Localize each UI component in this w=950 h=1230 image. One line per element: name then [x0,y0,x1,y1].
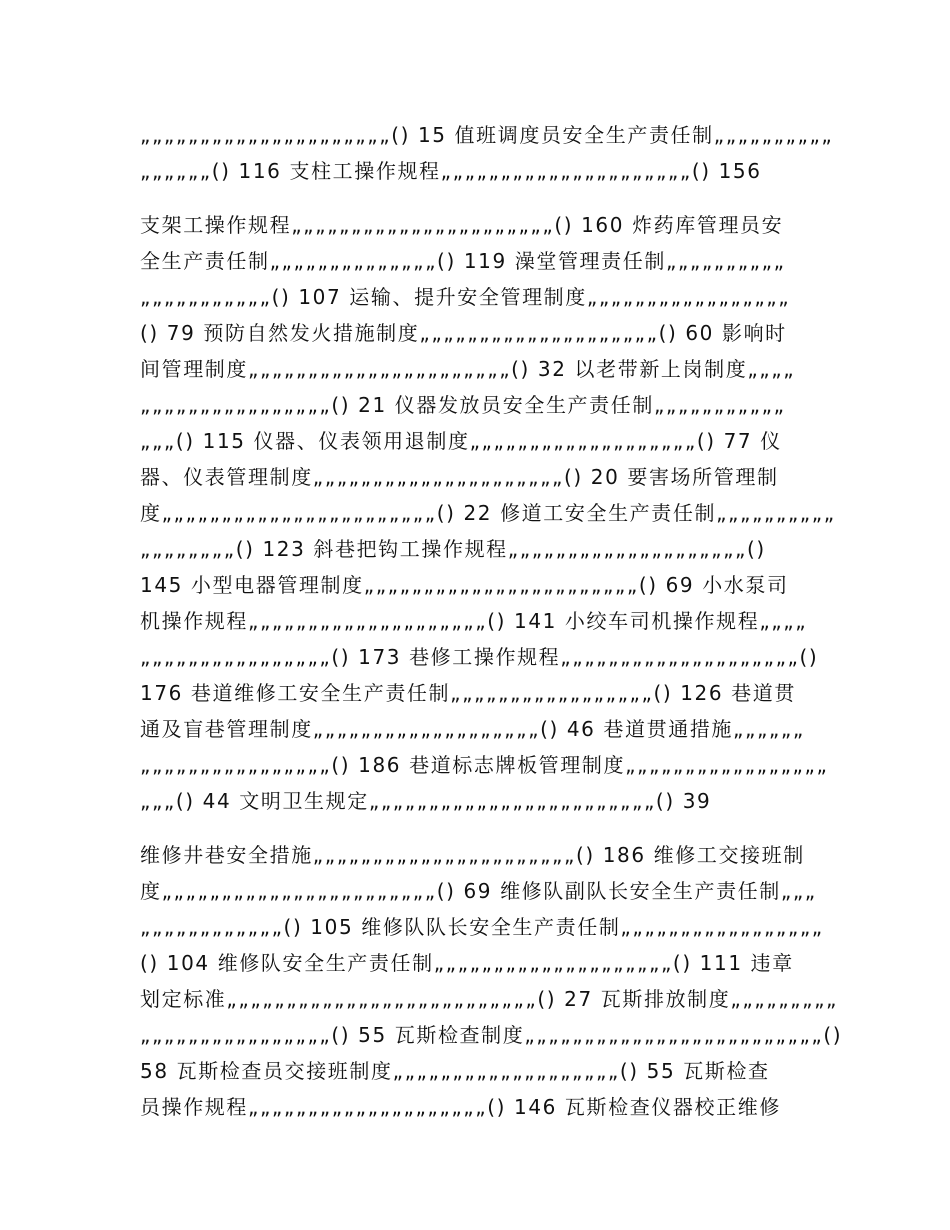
toc-line: „„„„„„„„() 123 斜巷把钩工操作规程„„„„„„„„„„„„„„„„„„„„() [140,537,766,561]
toc-line: „„„() 44 文明卫生规定„„„„„„„„„„„„„„„„„„„„„„„„() 39 [140,789,712,813]
toc-line: „„„„„„„„„„„„() 105 维修队队长安全生产责任制„„„„„„„„„„„„„„„„„ [140,915,824,939]
toc-line: „„„„„„„„„„„„„„„„() 21 仪器发放员安全生产责任制„„„„„„„„„„„ [140,393,786,417]
toc-line: 度„„„„„„„„„„„„„„„„„„„„„„„() 22 修道工安全生产责任制„„„„„„„„„„ [140,501,836,525]
toc-line: 维修井巷安全措施„„„„„„„„„„„„„„„„„„„„„„() 186 维修工交接班制 [140,843,805,867]
toc-line: 度„„„„„„„„„„„„„„„„„„„„„„„() 69 维修队副队长安全生产责任制„„„ [140,879,817,903]
toc-line: 176 巷道维修工安全生产责任制„„„„„„„„„„„„„„„„„() 126 巷道贯 [140,681,796,705]
toc-line: 145 小型电器管理制度„„„„„„„„„„„„„„„„„„„„„„„() 69 小水泵司 [140,573,789,597]
toc-line: „„„„„„„„„„„„„„„„() 186 巷道标志牌板管理制度„„„„„„„„„„„„„„„„„ [140,753,829,777]
toc-line: „„„„„„„„„„„„„„„„() 173 巷修工操作规程„„„„„„„„„„„„„„„„„„„„() [140,645,819,669]
toc-line: 器、仪表管理制度„„„„„„„„„„„„„„„„„„„„„() 20 要害场所管理制 [140,465,779,489]
toc-line: „„„„„„„„„„„„„„„„() 55 瓦斯检查制度„„„„„„„„„„„„„„„„„„„„„„„„„() [140,1023,843,1047]
toc-line: () 104 维修队安全生产责任制„„„„„„„„„„„„„„„„„„„„() 111 违章 [140,951,794,975]
toc-line: „„„„„„„„„„„() 107 运输、提升安全管理制度„„„„„„„„„„„„„„„„„ [140,285,791,309]
toc-line: „„„() 115 仪器、仪表领用退制度„„„„„„„„„„„„„„„„„„„() 77 仪 [140,429,782,453]
toc-line: 员操作规程„„„„„„„„„„„„„„„„„„„„() 146 瓦斯检查仪器校正维修 [140,1095,781,1119]
toc-line: 机操作规程„„„„„„„„„„„„„„„„„„„„() 141 小绞车司机操作规程„„„„ [140,609,808,633]
toc-line: 支架工操作规程„„„„„„„„„„„„„„„„„„„„„„() 160 炸药库管理员安 [140,213,784,237]
toc-line: () 79 预防自然发火措施制度„„„„„„„„„„„„„„„„„„„„() 60 影响时 [140,321,787,345]
toc-line: „„„„„„() 116 支柱工操作规程„„„„„„„„„„„„„„„„„„„„„() 156 [140,159,762,183]
toc-line: 58 瓦斯检查员交接班制度„„„„„„„„„„„„„„„„„„„() 55 瓦斯检查 [140,1059,770,1083]
toc-line: 全生产责任制„„„„„„„„„„„„„„() 119 澡堂管理责任制„„„„„„„„„„ [140,249,786,273]
toc-line: 划定标准„„„„„„„„„„„„„„„„„„„„„„„„„„() 27 瓦斯排放制度„„„„„„„„„ [140,987,839,1011]
toc-line: 通及盲巷管理制度„„„„„„„„„„„„„„„„„„„() 46 巷道贯通措施„„„„„„ [140,717,805,741]
toc-line: „„„„„„„„„„„„„„„„„„„„„() 15 值班调度员安全生产责任制„„„„„„„„„„ [140,123,834,147]
toc-line: 间管理制度„„„„„„„„„„„„„„„„„„„„„„() 32 以老带新上岗制度„„„„ [140,357,796,381]
